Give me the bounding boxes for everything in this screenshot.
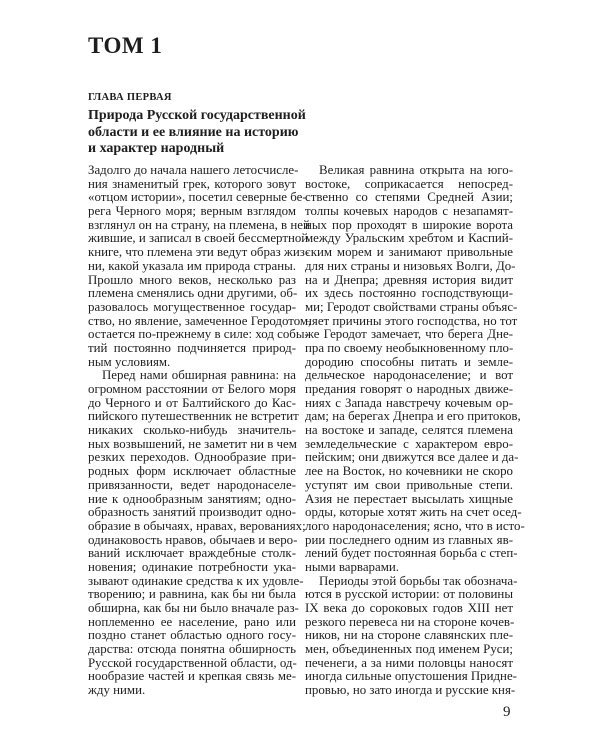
text-line: лого народонаселения; ясно, что в исто- <box>305 518 525 533</box>
text-line: Великая равнина открыта на юго- <box>319 163 513 177</box>
text-line: ние к однообразным занятиям; одно- <box>88 491 296 506</box>
text-line: печенеги, а за ними половцы наносят <box>305 655 513 670</box>
text-line: рега Черного моря; верным взглядом <box>88 204 296 219</box>
text-line: между Уральским хребтом и Каспий- <box>305 231 513 246</box>
text-line: мен, объединенных под именем Руси; <box>305 642 513 657</box>
text-line: провью, но зато иногда и русские кня- <box>305 683 516 698</box>
text-line: взглянул он на страну, на племена, в ней <box>88 217 310 232</box>
text-line: Периоды этой борьбы так обознача- <box>319 573 518 588</box>
text-line: востоке, соприкасается непосред- <box>305 176 513 191</box>
text-line: образие в обычаях, нравах, верованиях; <box>88 518 306 533</box>
chapter-title-line: области и ее влияние на историю <box>88 124 299 140</box>
text-line: пра по своему необыкновенному пло- <box>305 340 514 355</box>
text-line: их здесь постоянно господствующи- <box>305 286 513 301</box>
text-line: на востоке и западе, селятся племена <box>305 423 513 438</box>
text-line: ных возвышений, не заметит ни в чем <box>88 436 297 451</box>
text-line: ственно со степями Средней Азии; <box>305 190 513 205</box>
text-line: на и Днепра; древняя история видит <box>305 272 513 287</box>
text-line: пийского путешественник не встретит <box>88 409 299 424</box>
paragraph <box>305 573 518 698</box>
text-line: Азия не перестает высылать хищные <box>305 491 513 506</box>
text-line: дарства: отсюда понятна обширность <box>88 642 296 657</box>
text-line: земледельческие с характером евро- <box>305 436 513 451</box>
text-line: ниях с Запада навстречу кочевым ор- <box>305 395 513 410</box>
text-line: ных пор проходят в широкие ворота <box>305 217 513 232</box>
text-line: IX века до сороковых годов XIII нет <box>305 601 513 615</box>
text-line: творению; и равнина, как бы ни была <box>88 587 296 602</box>
text-line: Прошло много веков, несколько раз <box>88 272 296 287</box>
text-line: никаких сколько-нибудь значитель- <box>88 423 296 438</box>
text-line: привязанности, ведет народонаселе- <box>88 477 296 492</box>
chapter-label: ГЛАВА ПЕРВАЯ <box>88 92 172 103</box>
text-line: няет причины этого господства, но тот <box>305 313 518 328</box>
text-line: одинаковость нравов, обычаев и веро- <box>88 532 298 547</box>
text-line: Перед нами обширная равнина: на <box>102 368 296 383</box>
text-line: Русской государственной области, од- <box>88 655 297 670</box>
text-line: лее на Восток, но кочевники не скоро <box>305 464 513 479</box>
text-line: жду ними. <box>88 683 146 698</box>
text-line: резкого перевеса ни на стороне кочев- <box>305 614 515 629</box>
text-line: уступят им свои привольные степи. <box>305 477 513 492</box>
text-line: жившие, и записал в своей бессмертной <box>88 231 309 246</box>
text-line: для них страны и низовьях Волги, До- <box>305 258 516 273</box>
paragraph <box>88 163 312 369</box>
text-line: дам; на берегах Днепра и его притоков, <box>305 409 521 424</box>
text-line: нообразие частей и крепкая связь ме- <box>88 669 296 684</box>
right-text-column <box>305 163 525 698</box>
text-line: предания говорят о народных движе- <box>305 382 513 396</box>
text-line: книге, что племена эти ведут образ жиз- <box>88 245 310 260</box>
chapter-title <box>88 108 306 158</box>
text-line: «отцом истории», посетил северные бе- <box>88 190 307 205</box>
text-line: зывают одинакие средства к их удовле- <box>88 573 304 588</box>
text-line: ми; Геродот свойствами страны объяс- <box>305 299 518 314</box>
text-line: до Черного и от Балтийского до Кас- <box>88 395 296 410</box>
text-line: огромном расстоянии от Белого моря <box>88 382 296 396</box>
text-line: резких переходов. Однообразие при- <box>88 450 296 465</box>
text-line: тий постоянно подчиняется природ- <box>88 340 296 355</box>
text-line: дельческое народонаселение; и вот <box>305 368 513 383</box>
text-line: же Геродот замечает, что берега Дне- <box>305 327 513 342</box>
volume-title: ТОМ 1 <box>88 33 163 58</box>
paragraph <box>305 163 525 575</box>
text-line: иногда сильные опустошения Придне- <box>305 669 517 684</box>
text-line: племена сменялись одни другими, об- <box>88 286 298 301</box>
text-line: толпы кочевых народов с незапамят- <box>305 204 513 219</box>
text-line: орды, которые хотят жить на счет осед- <box>305 505 522 520</box>
text-line: ским морем и занимают привольные <box>305 245 513 260</box>
text-line: поздно станет областью одного госу- <box>88 628 296 643</box>
text-line: ноплеменно ее население, рано или <box>88 614 296 629</box>
text-line: остается по-прежнему в силе: ход собы- <box>88 327 309 342</box>
left-text-column <box>88 163 312 698</box>
page-number: 9 <box>503 704 511 720</box>
text-line: обширна, как бы ни было вначале раз- <box>88 601 299 615</box>
text-line: новения; одинакие потребности ука- <box>88 559 296 574</box>
text-line: ными варварами. <box>305 559 400 574</box>
text-line: ния знаменитый грек, которого зовут <box>88 176 296 191</box>
chapter-title-line: Природа Русской государственной <box>88 108 306 123</box>
text-line: ным условиям. <box>88 354 171 369</box>
paragraph <box>88 368 306 698</box>
chapter-title-line: и характер народный <box>88 141 225 156</box>
text-line: ство, но явление, замеченное Геродотом, <box>88 313 312 328</box>
text-line: дородию способны питать и земле- <box>305 354 513 369</box>
text-line: Задолго до начала нашего летосчисле- <box>88 163 299 177</box>
text-line: образность занятий производит одно- <box>88 505 296 520</box>
text-line: родных форм исключает областные <box>88 464 296 479</box>
text-line: ников, ни на стороне славянских пле- <box>305 628 513 643</box>
text-line: рии последнего одним из главных яв- <box>305 532 513 547</box>
text-line: разовалось могущественное государ- <box>88 299 296 314</box>
text-line: ются в русской истории: от половины <box>305 587 513 602</box>
text-line: пейским; они движутся все далее и да- <box>305 450 519 465</box>
text-line: ни, какой указала им природа страны. <box>88 258 296 273</box>
text-line: ваний исключает враждебные столк- <box>88 546 296 561</box>
text-line: лений будет постоянная борьба с степ- <box>305 546 518 561</box>
